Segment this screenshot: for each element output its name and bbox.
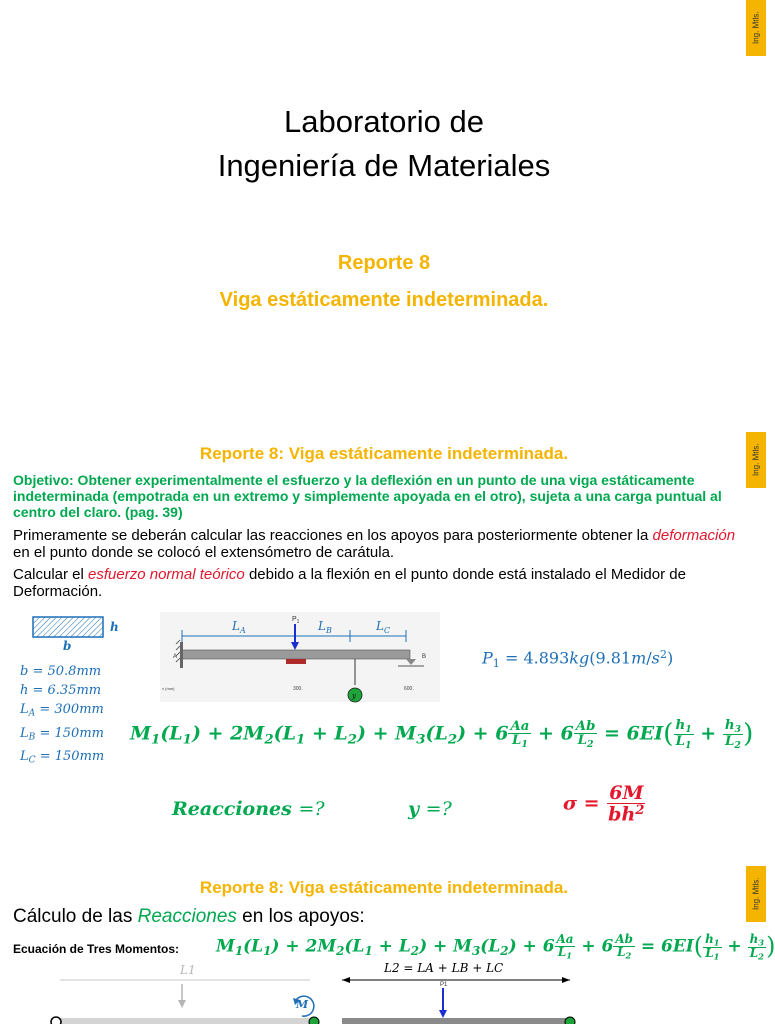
para1-text-b: en el punto donde se colocó el extensómetro de carátula. (13, 544, 395, 561)
objective-slide (0, 420, 768, 848)
support-right (565, 1017, 575, 1024)
slide-heading: Reporte 8: Viga estáticamente indeterminada. (199, 444, 569, 463)
beam-span-2 (342, 1018, 570, 1024)
label-lc: $L_C$ (376, 619, 391, 635)
title-line-2: Ingeniería de Materiales (217, 148, 551, 183)
l2-label: L2 = LA + LB + LC (384, 961, 504, 975)
support-b-label: B (422, 654, 427, 660)
corner-tag: Ing. Mtls. (746, 432, 766, 488)
calc-emphasis: Reacciones (137, 906, 237, 927)
para2-emphasis: esfuerzo normal teórico (88, 566, 245, 583)
moment-label: M (296, 998, 309, 1011)
beam-diagram (160, 612, 440, 702)
para1-emphasis: deformación (652, 527, 736, 544)
paragraph-reactions (13, 527, 753, 561)
three-moment-label: Ecuación de Tres Momentos: (13, 942, 180, 956)
corner-tag: Ing. Mtls. (746, 0, 766, 56)
support-middle (309, 1017, 319, 1024)
beam (182, 650, 410, 659)
slide-heading: Reporte 8: Viga estáticamente indeterminada. (199, 878, 569, 897)
p1-small-label: P1 (440, 982, 448, 988)
tick-300: 300. (293, 686, 303, 692)
paragraph-stress (13, 566, 753, 600)
l1-label: L1 (180, 963, 196, 977)
section-b-label: b (63, 639, 72, 653)
axis-label: x (mm) (162, 686, 175, 691)
section-h-label: h (110, 620, 119, 634)
para2-text-a: Calcular el (13, 566, 89, 583)
cross-section-rect (33, 617, 103, 637)
reactions-slide (0, 848, 775, 1024)
param-lc: $L_C = 150mm$ (20, 749, 105, 767)
reactions-diagram (40, 958, 600, 1024)
label-lb: $L_B$ (318, 619, 332, 635)
param-b: b = 50.8mm (20, 664, 102, 679)
three-moment-equation: $M_1(L_1) + 2M_2(L_1 + L_2) + M_3(L_2) + 6$ $\frac{Aa}{L_1}$ + 6 $\frac{Ab}{L_2}$ = 6EI( $\frac{h_1}{L_1}$ + $\frac{h_3}{L_2}$ ) (130, 717, 754, 751)
param-la: $L_A = 300mm$ (20, 702, 104, 719)
support-a-label: A (173, 654, 178, 660)
objective-text: Objetivo: Obtener experimentalmente el esfuerzo y la deflexión en un punto de una viga estáticamente indeterminada (empotrada en un extremo y simplemente apoyada en el otro), sujeta a una carga puntual al centro del claro. (pag. 39) (13, 472, 722, 520)
title-line-1: Laboratorio de (284, 104, 484, 139)
dial-label: y (352, 692, 356, 700)
calc-text-a: Cálculo de las (13, 906, 138, 927)
three-moment-equation-2: $M_1(L_1) + 2M_2(L_1 + L_2) + M_3(L_2) + 6$ $\frac{Aa}{L_1}$ + 6 $\frac{Ab}{L_2}$ = 6EI( $\frac{h_1}{L_1}$ + $\frac{h_3}{L_2}$ ) (216, 931, 775, 962)
p1-formula: $P_1 = 4.893kg(9.81m/s^2)$ (482, 648, 674, 670)
param-h: h = 6.35mm (20, 683, 102, 698)
strain-gauge (286, 659, 306, 664)
reactions-question: Reacciones =? (172, 798, 325, 820)
fixed-support (180, 642, 183, 668)
calc-reactions-line (13, 906, 365, 928)
report-subtitle: Viga estáticamente indeterminada. (219, 289, 549, 311)
para1-text-a: Primeramente se deberán calcular las reacciones en los apoyos para posteriormente obtener la (13, 527, 653, 544)
param-lb: $L_B = 150mm$ (20, 725, 104, 743)
label-p1: $P_1$ (292, 616, 300, 625)
parameter-list (20, 662, 104, 771)
label-la: $L_A$ (232, 619, 246, 635)
corner-tag: Ing. Mtls. (746, 866, 766, 922)
deflection-question: y =? (408, 798, 452, 820)
tick-600: 600. (404, 686, 414, 692)
para2-text-b: debido a la flexión en el punto donde está instalado el Medidor de Deformación. (13, 566, 686, 600)
cross-section-diagram (30, 615, 125, 655)
stress-formula: σ = $\frac{6M}{bh^2}$ (563, 782, 645, 826)
title-slide (0, 0, 768, 420)
report-number: Reporte 8 (337, 252, 431, 274)
beam-span-1 (56, 1018, 314, 1024)
support-left (51, 1017, 61, 1024)
calc-text-b: en los apoyos: (236, 906, 365, 927)
